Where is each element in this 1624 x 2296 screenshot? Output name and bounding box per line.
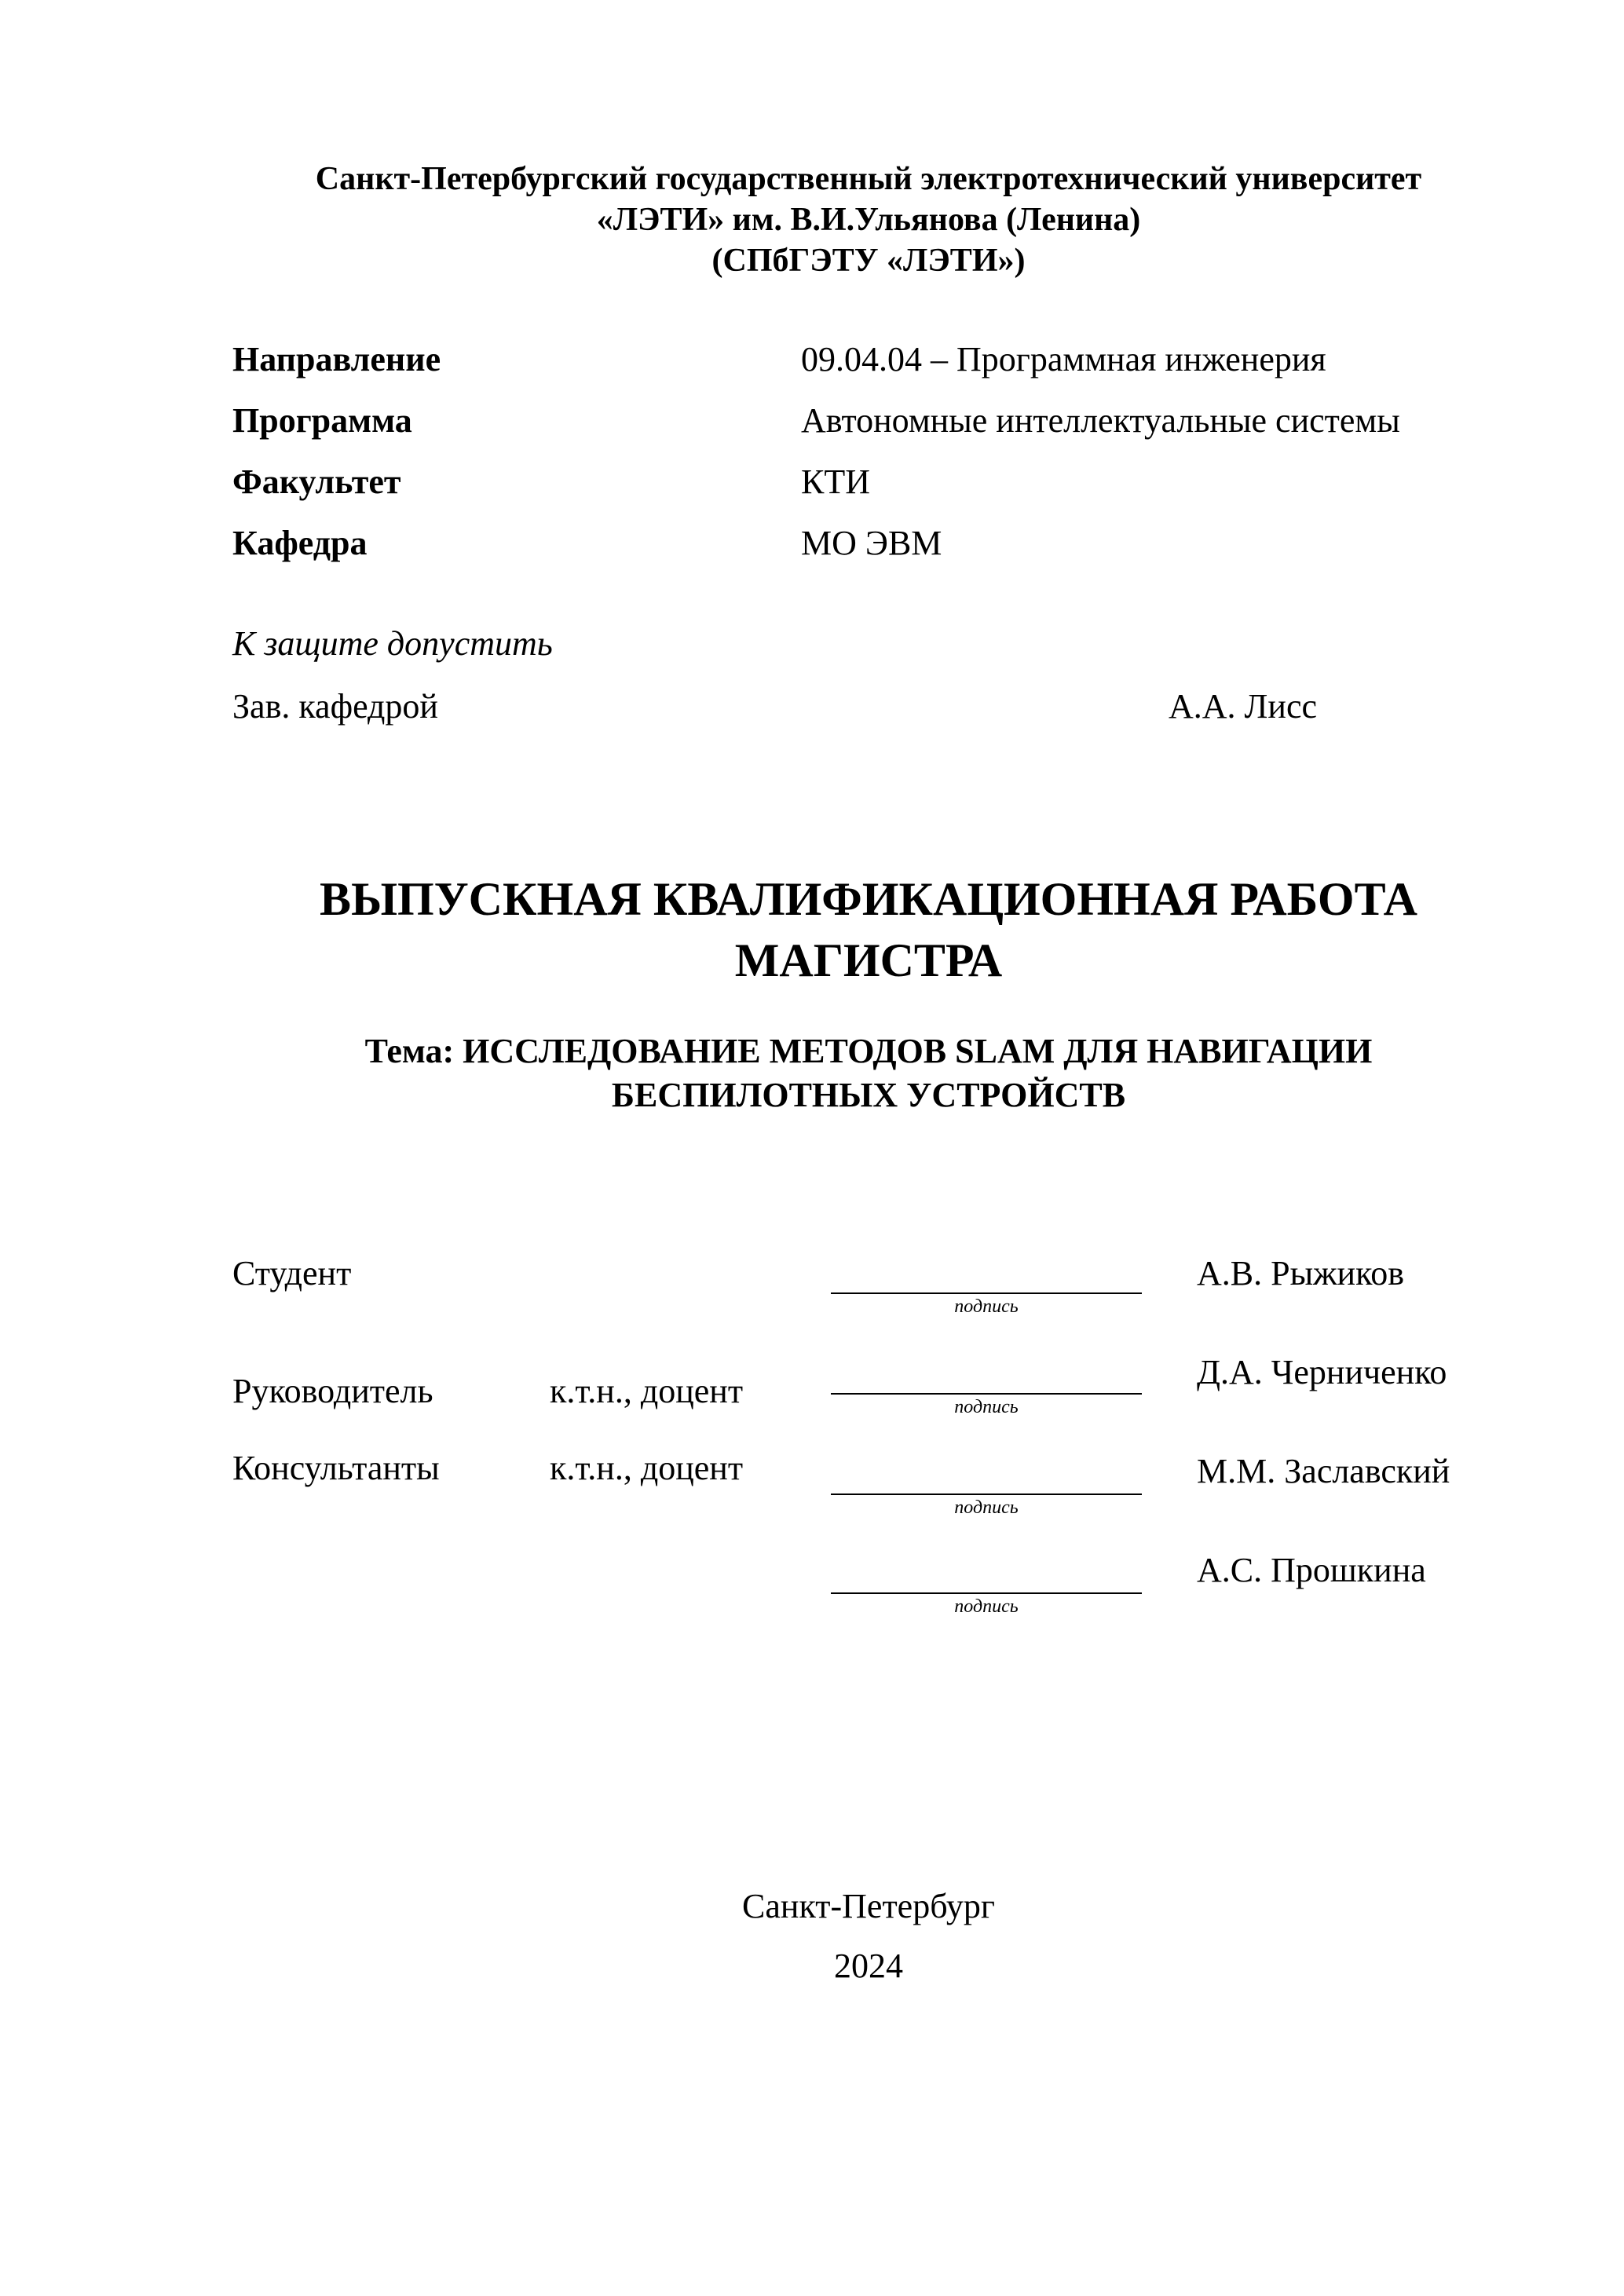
document-title-line-1: ВЫПУСКНАЯ КВАЛИФИКАЦИОННАЯ РАБОТА [320, 873, 1417, 925]
university-name-line-1: Санкт-Петербургский государственный электротехнический университет [315, 161, 1422, 197]
department-label: Кафедра [232, 524, 368, 562]
program-value: Автономные интеллектуальные системы [801, 401, 1400, 440]
direction-value: 09.04.04 – Программная инженерия [801, 340, 1326, 378]
topic-line-2: БЕСПИЛОТНЫХ УСТРОЙСТВ [611, 1076, 1126, 1114]
head-of-department-name: А.А. Лисс [1169, 687, 1317, 726]
topic-line-1: Тема: ИССЛЕДОВАНИЕ МЕТОДОВ SLAM ДЛЯ НАВИГАЦИИ [364, 1032, 1373, 1070]
university-name-line-2: «ЛЭТИ» им. В.И.Ульянова (Ленина) [596, 202, 1141, 238]
footer-year: 2024 [834, 1947, 903, 1985]
student-name: А.В. Рыжиков [1197, 1254, 1405, 1292]
department-value: МО ЭВМ [801, 524, 942, 562]
program-label: Программа [232, 401, 412, 440]
direction-label: Направление [232, 340, 441, 378]
consultant-degree: к.т.н., доцент [550, 1449, 744, 1487]
supervisor-signature-line [831, 1393, 1142, 1395]
consultant1-name: М.М. Заславский [1197, 1452, 1450, 1490]
university-abbreviation: (СПбГЭТУ «ЛЭТИ») [711, 243, 1026, 279]
admit-to-defense: К защите допустить [232, 624, 553, 663]
supervisor-label: Руководитель [232, 1372, 433, 1410]
student-signature-line [831, 1292, 1142, 1294]
consultants-label: Консультанты [232, 1449, 440, 1487]
consultant2-name: А.С. Прошкина [1197, 1551, 1426, 1589]
footer-city: Санкт-Петербург [742, 1887, 995, 1925]
supervisor-name: Д.А. Черниченко [1197, 1353, 1447, 1391]
head-of-department-label: Зав. кафедрой [232, 687, 438, 726]
consultant2-signature-caption: подпись [954, 1596, 1019, 1617]
consultant1-signature-caption: подпись [954, 1497, 1019, 1518]
faculty-value: КТИ [801, 462, 870, 501]
consultant2-signature-line [831, 1592, 1142, 1594]
faculty-label: Факультет [232, 462, 401, 501]
student-label: Студент [232, 1254, 352, 1292]
student-signature-caption: подпись [954, 1296, 1019, 1317]
document-title-line-2: МАГИСТРА [734, 934, 1003, 986]
supervisor-degree: к.т.н., доцент [550, 1372, 744, 1410]
consultant1-signature-line [831, 1493, 1142, 1495]
supervisor-signature-caption: подпись [954, 1397, 1019, 1417]
